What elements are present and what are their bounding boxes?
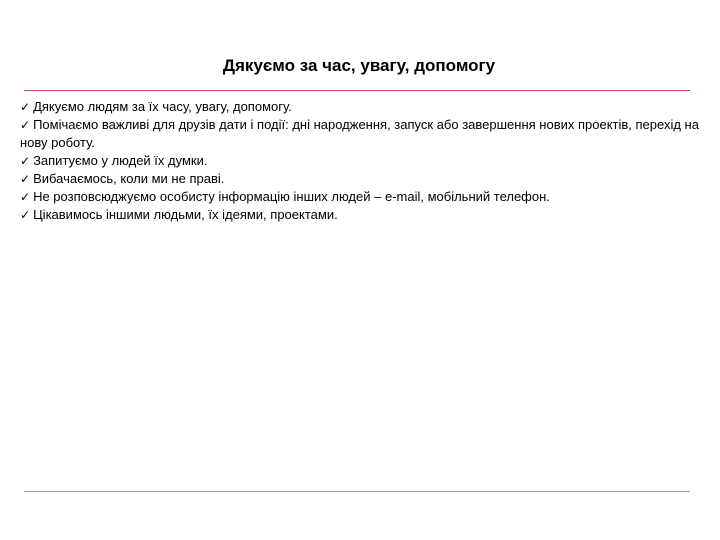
bullet-list (20, 98, 700, 224)
check-mark-icon: ✓ (20, 154, 31, 168)
bullet-item (20, 188, 700, 206)
bullet-item (20, 206, 700, 224)
bullet-text: Вибачаємось, коли ми не праві. (33, 171, 225, 186)
bullet-text: Дякуємо людям за їх часу, увагу, допомогу. (33, 99, 292, 114)
bullet-item (20, 170, 700, 188)
check-mark-icon: ✓ (20, 172, 31, 186)
bullet-text: Не розповсюджуємо особисту інформацію інших людей – e-mail, мобільний телефон. (33, 189, 550, 204)
check-mark-icon: ✓ (20, 100, 31, 114)
check-mark-icon: ✓ (20, 118, 31, 132)
slide-title: Дякуємо за час, увагу, допомогу (222, 56, 496, 75)
bullet-item (20, 152, 700, 170)
bullet-text: Помічаємо важливі для друзів дати і події: дні народження, запуск або завершення нових проектів, перехід на нову роботу. (20, 117, 699, 150)
footer-divider (24, 491, 690, 492)
bullet-item (20, 98, 700, 116)
bullet-text: Цікавимось іншими людьми, їх ідеями, проектами. (33, 207, 338, 222)
title-divider (24, 90, 690, 91)
bullet-text: Запитуємо у людей їх думки. (33, 153, 208, 168)
check-mark-icon: ✓ (20, 190, 31, 204)
check-mark-icon: ✓ (20, 208, 31, 222)
bullet-item (20, 116, 700, 152)
